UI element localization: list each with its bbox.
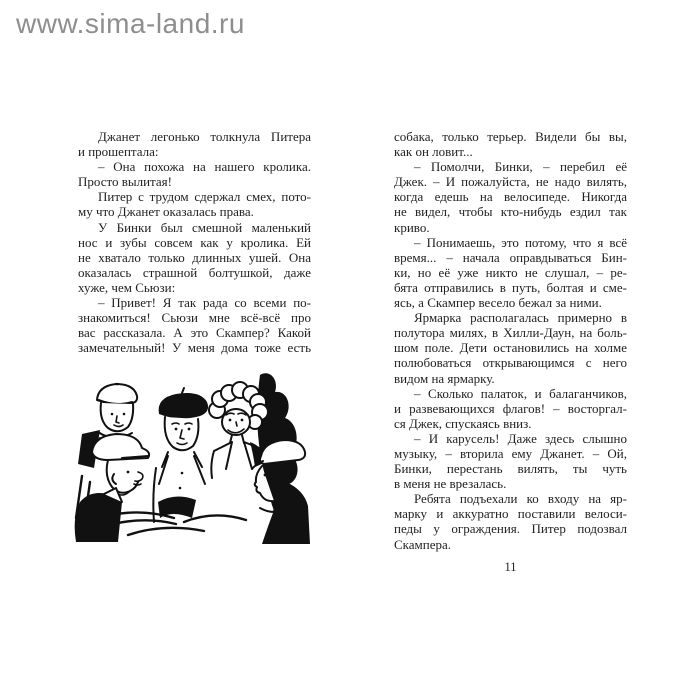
text-line: У Бинки был смешной маленький: [98, 219, 311, 235]
text-line: му что Джанет оказалась права.: [78, 204, 254, 220]
text-line: криво.: [394, 219, 430, 235]
book-illustration: [64, 372, 314, 546]
text-line: вас рассказала. А это Скампер? Какой: [78, 325, 311, 341]
text-line: Джанет легонько толкнула Питера: [98, 129, 311, 144]
text-line: Питер с трудом сдержал смех, пото-: [98, 189, 311, 205]
text-line: бята отправились в путь, болтая и сме-: [394, 279, 627, 295]
left-page-column: [78, 129, 311, 355]
text-line: не хватало только длинных ушей. Она: [78, 249, 311, 265]
text-line: знакомиться! Сьюзи мне всё-всё про: [78, 310, 311, 326]
text-line: хуже, чем Сьюзи:: [78, 279, 176, 295]
text-line: полюбоваться открывающимся с него: [394, 355, 627, 371]
text-line: ясь, а Скампер весело бежал за ними.: [394, 295, 602, 311]
text-line: шом поле. Дети остановились на холме: [394, 340, 627, 356]
text-line: – И карусель! Даже здесь слышно: [414, 430, 627, 446]
text-line: замечательный! У меня дома тоже есть: [78, 340, 311, 356]
text-line: марку и аккуратно поставили велоси-: [394, 506, 627, 522]
text-line: – Помолчи, Бинки, – перебил её: [414, 159, 627, 175]
text-line: полутора милях, в Хилли-Даун, на боль-: [394, 325, 627, 341]
text-line: в меня не врезалась.: [394, 476, 507, 492]
text-line: Просто вылитая!: [78, 174, 172, 190]
text-line: – Понимаешь, это потому, что я всё: [414, 234, 627, 250]
page-number: 11: [504, 560, 517, 574]
text-line: Бинки, перестань вилять, ты чуть: [394, 461, 627, 477]
text-line: и прошептала:: [78, 144, 159, 160]
text-line: время... – начала оправдываться Бин-: [394, 249, 627, 265]
text-line: нос и зубы совсем как у кролика. Ей: [78, 234, 311, 250]
watermark-text: www.sima-land.ru: [16, 8, 245, 39]
text-line: Скампера.: [394, 536, 452, 552]
text-line: Ярмарка располагалась примерно в: [414, 310, 627, 326]
text-line: – Привет! Я так рада со всеми по-: [98, 295, 311, 311]
text-line: как он ловит...: [394, 144, 473, 160]
text-line: оказалась страшной болтушкой, даже: [78, 264, 311, 280]
text-line: Джек. – И пожалуйста, не надо вилять,: [394, 174, 627, 190]
text-line: – Сколько палаток, и балаганчиков,: [414, 385, 627, 401]
text-line: музыку, – вторила ему Джанет. – Ой,: [394, 445, 627, 461]
text-line: когда едешь на велосипеде. Никогда: [394, 189, 627, 205]
text-line: собака, только терьер. Видели бы вы,: [394, 129, 627, 144]
text-line: Ребята подъехали ко входу на яр-: [414, 491, 627, 507]
text-line: педы у ограждения. Питер подозвал: [394, 521, 627, 537]
text-line: ся Джек, спускаясь вниз.: [394, 415, 532, 431]
right-page-column: [394, 129, 627, 552]
text-line: не видел, чтобы кто-нибудь ездил так: [394, 204, 627, 220]
text-line: – Она похожа на нашего кролика.: [98, 159, 311, 175]
text-line: видом на ярмарку.: [394, 370, 495, 386]
center-boy-figure: [153, 388, 208, 522]
text-line: и развевающихся флагов! – восторгал-: [394, 400, 627, 416]
text-line: ки, но её уже никто не слушал, – ре-: [394, 264, 627, 280]
